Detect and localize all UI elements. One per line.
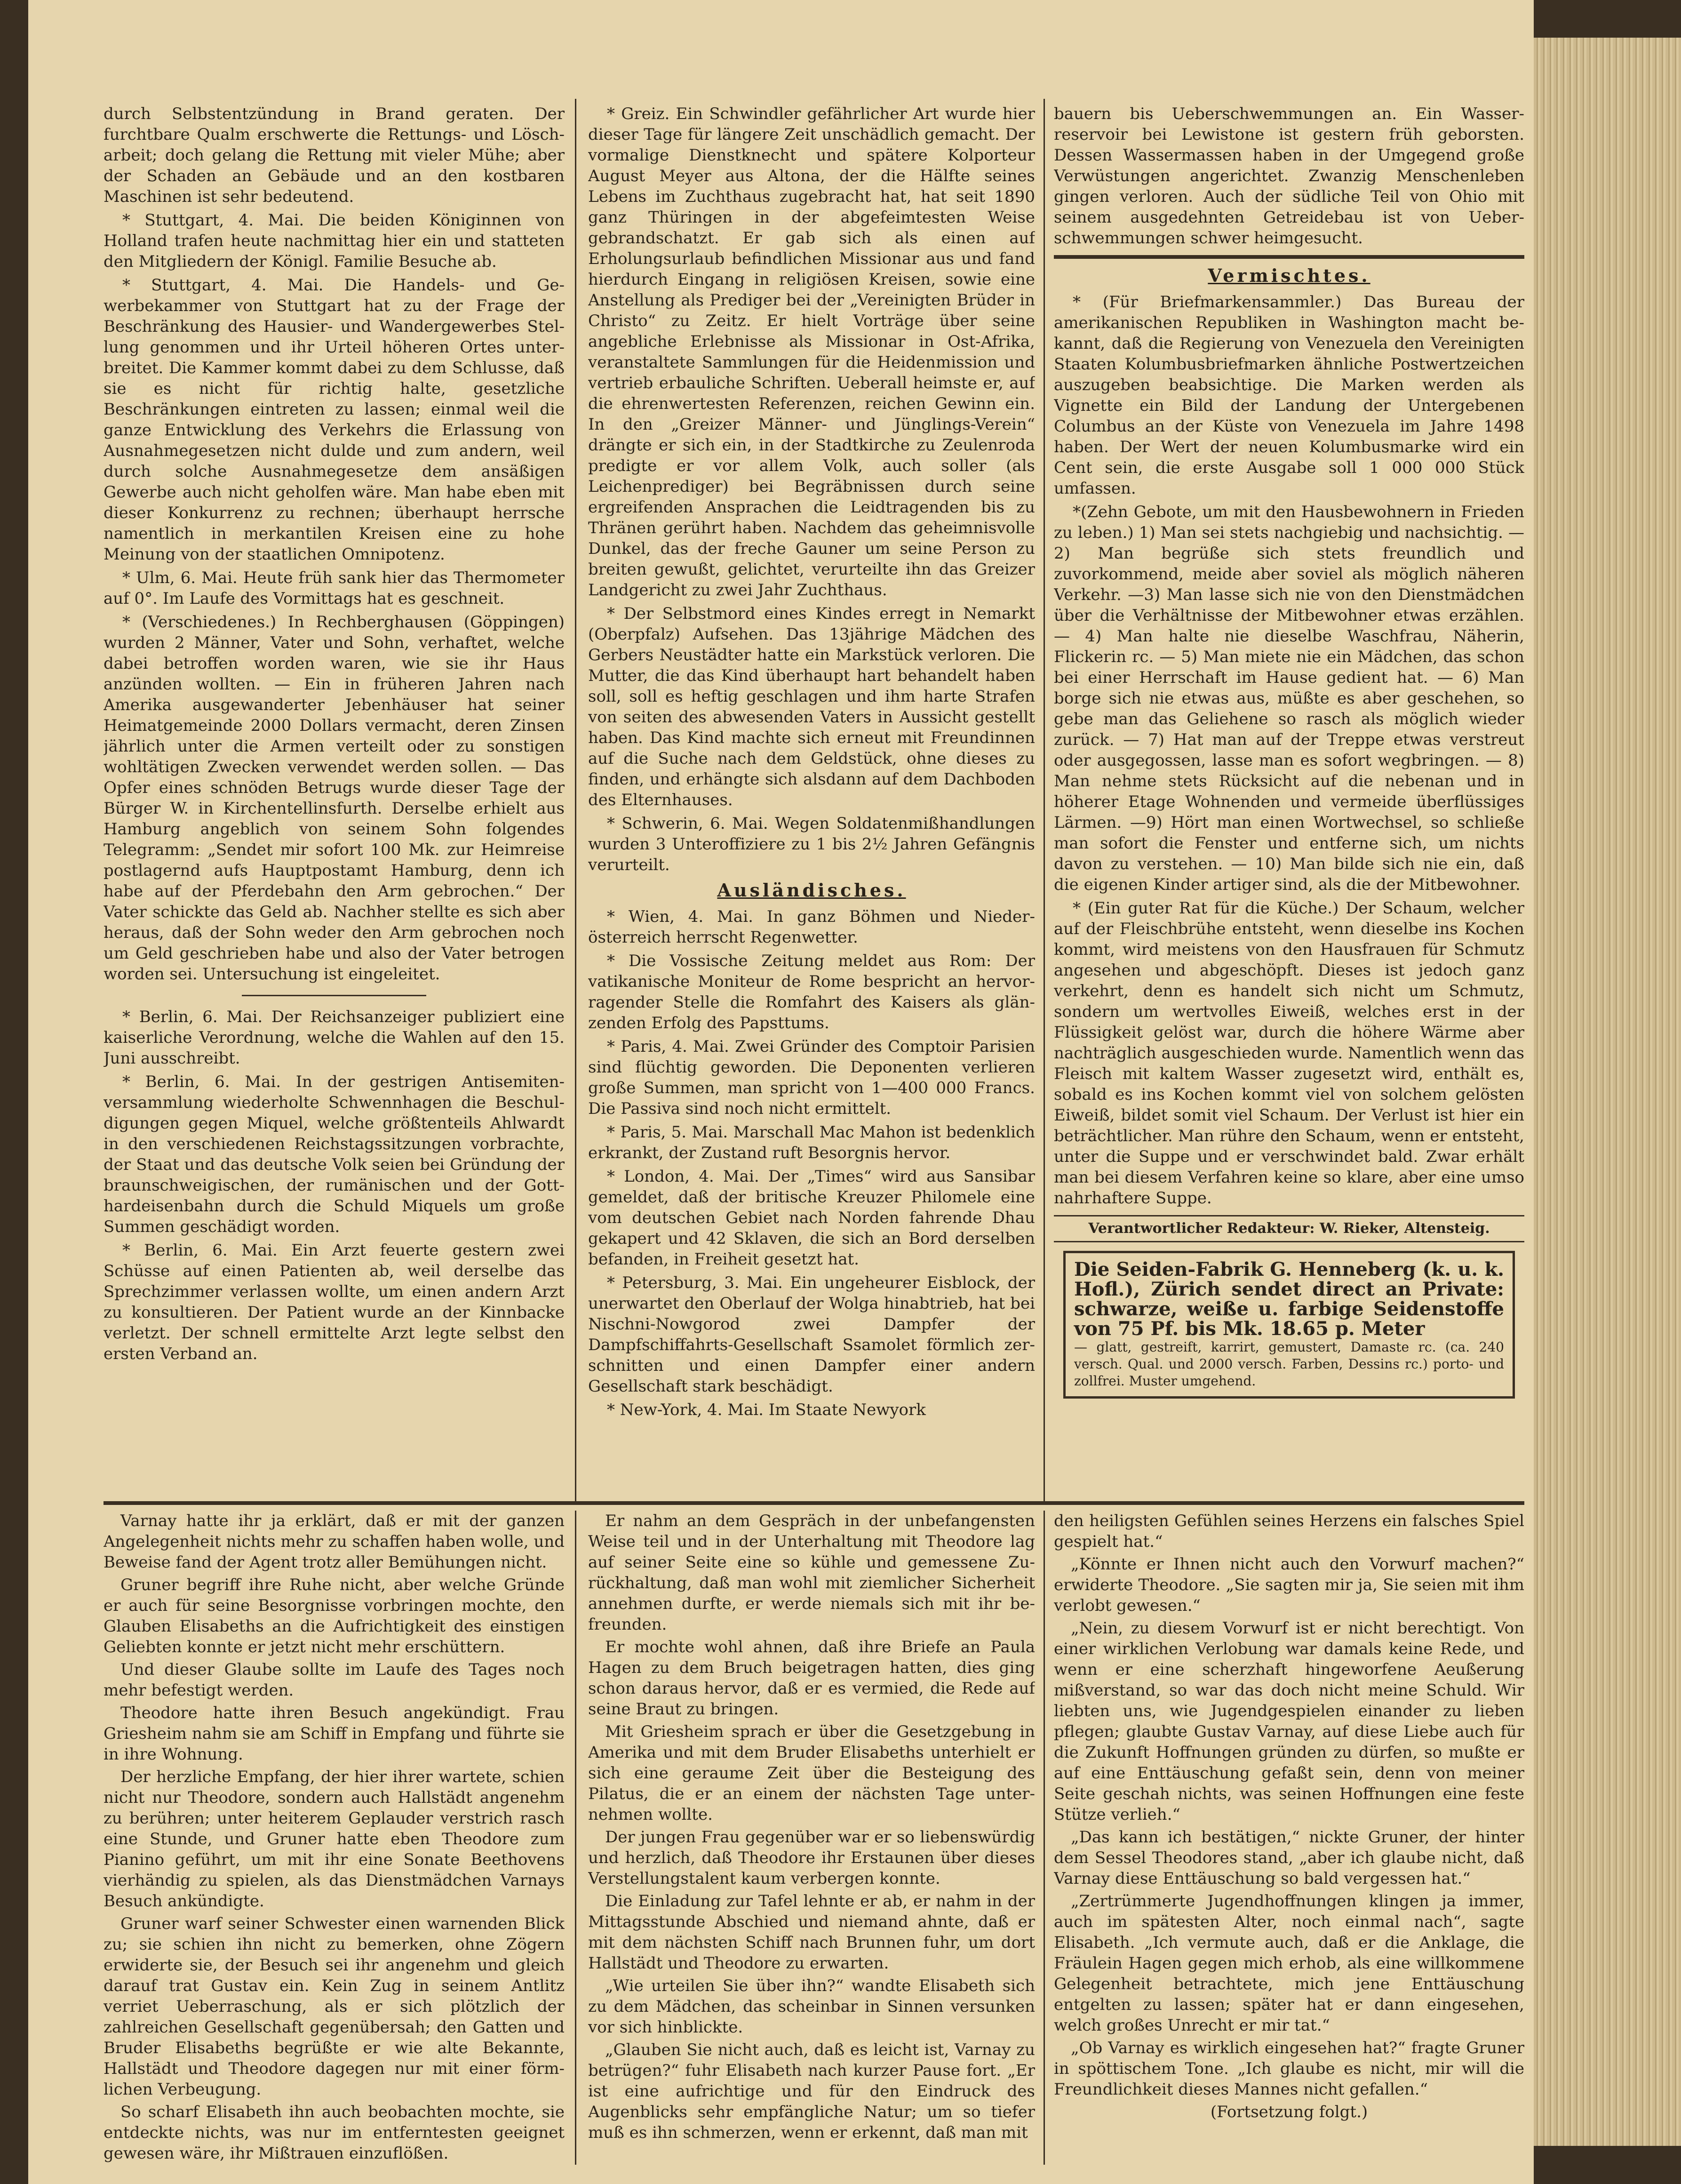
article-paragraph: bauern bis Ueberschwemmungen an. Ein Wasserreservoir bei Lewistone ist gestern früh geborsten. Dessen Wassermassen haben in der Umgegend große Verwüstungen angerichtet. Zwanzig Menschenleben gingen verloren. Auch der südliche Teil von Ohio mit seinem ausgedehnten Getreidebau ist von Ueberschwemmungen schwer heimgesucht. xyxy=(1054,104,1524,248)
column-1 xyxy=(104,104,565,1496)
article-paragraph: * London, 4. Mai. Der „Times“ wird aus Sansibar gemeldet, daß der britische Kreuzer Philomele eine vom deutschen Gebiet nach Norden fahrende Dhau gekapert und 42 Sklaven, die sich an Bord derselben befanden, in Freiheit gesetzt hat. xyxy=(588,1167,1035,1269)
feuilleton-column-2 xyxy=(588,1511,1035,2169)
story-paragraph: Der jungen Frau gegenüber war er so liebenswürdig und herzlich, daß Theodore ihr Erstaunen über dieses Verstellungstalent kaum verbergen konnte. xyxy=(588,1828,1035,1888)
advertisement-box xyxy=(1063,1251,1515,1399)
story-paragraph: „Das kann ich bestätigen,“ nickte Gruner, der hinter dem Sessel Theodores stand, „aber ich glaube nicht, daß Varnay diese Enttäuschung so bald vergessen hat.“ xyxy=(1054,1828,1524,1888)
advertisement-headline: Die Seiden-Fabrik G. Henneberg (k. u. k. Hofl.), Zürich sendet direct an Private: schwarze, weiße u. farbige Seidenstoffe von 75 Pf. bis Mk. 18.65 p. Meter xyxy=(1074,1258,1504,1340)
section-heading-auslaendisches: Ausländisches. xyxy=(717,880,906,901)
story-paragraph: „Zertrümmerte Jugendhoffnungen klingen ja immer, auch im spätesten Alter, noch einmal nach“, sagte Elisabeth. „Ich vermute auch, daß er die Anklage, die Fräulein Hagen gegen mich erhob, als eine willkommene Gelegenheit betrachtete, mich jene Enttäuschung entgelten zu lassen; später hat er dann eingesehen, welch großes Unrecht er mir tat.“ xyxy=(1054,1892,1524,2035)
story-paragraph: Gruner begriff ihre Ruhe nicht, aber welche Gründe er auch für seine Besorgnisse vorbringen mochte, den Glauben Elisabeths an die Aufrichtigkeit des einstigen Geliebten konnte er jetzt nicht mehr erschüttern. xyxy=(104,1576,565,1656)
article-paragraph: * (Ein guter Rat für die Küche.) Der Schaum, welcher auf der Fleischbrühe entsteht, wenn dieselbe ins Kochen kommt, wird meistens von den Hausfrauen für Schmutz angesehen und abgeschöpft. Dieses ist jedoch ganz verkehrt, denn es handelt sich nicht um Schmutz, sondern um wertvolles Eiweiß, welches erst in der Flüssigkeit gelöst war, durch die höhere Wärme aber nachträglich ausgeschieden wurde. Namentlich wenn das Fleisch mit kaltem Wasser zugesetzt wird, enthält es, sobald es ins Kochen kommt viel von solchem gelösten Eiweiß, bildet somit viel Schaum. Der Verlust ist hier ein beträchtlicher. Man rühre den Schaum, wenn er entsteht, unter die Suppe und er verschwindet bald. Zwar erhält man bei diesem Verfahren keine so klare, aber eine umso nahrhaftere Suppe. xyxy=(1054,899,1524,1208)
editor-imprint: Verantwortlicher Redakteur: W. Rieker, Altensteig. xyxy=(1054,1215,1524,1242)
story-paragraph: „Nein, zu diesem Vorwurf ist er nicht berechtigt. Von einer wirklichen Verlobung war damals keine Rede, und wenn er eine scherzhaft hingeworfene Aeußerung mißverstand, so war das doch nicht meine Schuld. Wir liebten uns, wie Jugendgespielen einander zu lieben pflegen; glaubte Gustav Varnay, auf diese Liebe auch für die Zukunft Hoffnungen gründen zu dürfen, so mußte er auf eine Enttäuschung gefaßt sein, denn von meiner Seite geschah nichts, was seinen Hoffnungen eine feste Stütze verlieh.“ xyxy=(1054,1619,1524,1824)
article-paragraph: * Paris, 4. Mai. Zwei Gründer des Comptoir Parisien sind flüchtig geworden. Die Deponenten verlieren große Summen, man spricht von 1—400 000 Francs. Die Passiva sind noch nicht ermittelt. xyxy=(588,1037,1035,1118)
article-paragraph: *(Zehn Gebote, um mit den Hausbewohnern in Frieden zu leben.) 1) Man sei stets nachgiebig und nachsichtig. — 2) Man begrüße sich stets freundlich und zuvorkommend, meide aber soviel als möglich näheren Verkehr. —3) Man lasse sich nie von den Dienstmädchen über die Verhältnisse der Mitbewohner etwas erzählen. — 4) Man halte nie dieselbe Waschfrau, Näherin, Flickerin rc. — 5) Man miete nie ein Mädchen, das schon bei einer Herrschaft im Hause gedient hat. — 6) Man borge sich nie etwas aus, müßte es aber geschehen, so gebe man das Geliehene so rasch als möglich wieder zurück. — 7) Hat man auf der Treppe etwas verstreut oder ausgegossen, lasse man es sofort wegbringen. — 8) Man nehme stets Rücksicht auf die nebenan und in höherer Etage Wohnenden und vermeide überflüssiges Lärmen. —9) Hört man einen Wortwechsel, so schließe man sofort die Fenster und entferne sich, um nichts davon zu verstehen. — 10) Man bilde sich nie ein, daß die eigenen Kinder artiger sind, als die der Mitbewohner. xyxy=(1054,503,1524,894)
section-rule xyxy=(1054,255,1524,259)
story-paragraph: den heiligsten Gefühlen seines Herzens ein falsches Spiel gespielt hat.“ xyxy=(1054,1512,1524,1551)
story-paragraph: „Wie urteilen Sie über ihn?“ wandte Elisabeth sich zu dem Mädchen, das scheinbar in Sinnen versunken vor sich hinblickte. xyxy=(588,1976,1035,2037)
story-paragraph: Varnay hatte ihr ja erklärt, daß er mit der ganzen Angelegenheit nichts mehr zu schaffen haben wolle, und Beweise fand der Agent trotz aller Bemühungen nicht. xyxy=(104,1512,565,1572)
story-paragraph: So scharf Elisabeth ihn auch beobachten mochte, sie entdeckte nichts, was nur im entferntesten geeignet gewesen wäre, ihr Mißtrauen einzuflößen. xyxy=(104,2103,565,2163)
article-paragraph: * (Für Briefmarkensammler.) Das Bureau der amerikanischen Republiken in Washington macht bekannt, daß die Regierung von Venezuela den Vereinigten Staaten Kolumbusbriefmarken ähnliche Postwertzeichen auszugeben beabsichtige. Die Marken werden als Vignette ein Bild der Landung der Untergebenen Columbus an der Küste von Venezuela im Jahre 1498 haben. Der Wert der neuen Kolumbusmarke wird ein Cent sein, die erste Ausgabe soll 1 000 000 Stück umfassen. xyxy=(1054,293,1524,498)
article-paragraph: * Ulm, 6. Mai. Heute früh sank hier das Thermometer auf 0°. Im Laufe des Vormittags hat es geschneit. xyxy=(104,568,565,608)
story-paragraph: Er nahm an dem Gespräch in der unbefangensten Weise teil und in der Unterhaltung mit Theodore lag auf seiner Seite eine so kühle und gemessene Zurückhaltung, daß man wohl mit ziemlicher Sicherheit annehmen durfte, er werde niemals sich mit ihr befreunden. xyxy=(588,1512,1035,1634)
article-paragraph: * Greiz. Ein Schwindler gefährlicher Art wurde hier dieser Tage für längere Zeit unschädlich gemacht. Der vormalige Dienstknecht und spätere Kolporteur August Meyer aus Altona, der die Hälfte seines Lebens im Zuchthaus zugebracht hat, hat seit 1890 ganz Thüringen in der abgefeimtesten Weise gebrandschatzt. Er gab sich als einen auf Erholungsurlaub befindlichen Missionar aus und fand hierdurch Eingang in religiösen Kreisen, sowie eine Anstellung als Prediger bei der „Vereinigten Brüder in Christo“ zu Zeitz. Er hielt Vorträge über seine angebliche Erlebnisse als Missionar in Ost-Afrika, veranstaltete Sammlungen für die Heidenmission und vertrieb erbauliche Schriften. Ueberall heimste er, auf die ehrenwertesten Referenzen, reichen Gewinn ein. In den „Greizer Männer- und Jünglings-Verein“ drängte er sich ein, in der Stadtkirche zu Zeulenroda predigte er vor allem Volk, auch soller (als Leichenprediger) bei Begräbnissen durch seine ergreifenden Ansprachen die Leidtragenden bis zu Thränen gerührt haben. Nachdem das geheimnisvolle Dunkel, das der freche Gauner um seine Person zu breiten gewußt, gelichtet, verurteilte ihn das Greizer Landgericht zu zwei Jahr Zuchthaus. xyxy=(588,104,1035,600)
article-paragraph: * Berlin, 6. Mai. Ein Arzt feuerte gestern zwei Schüsse auf einen Patienten ab, weil derselbe das Sprechzimmer verlassen wollte, um einen andern Arzt zu konsultieren. Der Patient wurde an der Kinnbacke verletzt. Der schnell ermittelte Arzt legte selbst den ersten Verband an. xyxy=(104,1241,565,1363)
column-2 xyxy=(588,104,1035,1515)
column-3 xyxy=(1054,104,1524,1412)
article-paragraph: * Petersburg, 3. Mai. Ein ungeheurer Eisblock, der unerwartet den Oberlauf der Wolga hinabtrieb, hat bei Nischni-Nowgorod zwei Dampfer der Dampfschiffahrts-Gesellschaft Ssamolet förmlich zerschnitten und einen Dampfer einer andern Gesellschaft stark beschädigt. xyxy=(588,1273,1035,1396)
feuilleton-column-3 xyxy=(1054,1511,1524,2169)
feuilleton-column-1 xyxy=(104,1511,565,2169)
story-paragraph: Der herzliche Empfang, der hier ihrer wartete, schien nicht nur Theodore, sondern auch Hallstädt angenehm zu berühren; unter heiterem Geplauder verstrich rasch eine Stunde, und Gruner hatte eben Theodore zum Pianino geführt, um mit ihr eine Sonate Beethovens vierhändig zu spielen, als das Dienstmädchen Varnays Besuch ankündigte. xyxy=(104,1768,565,1911)
story-paragraph: Er mochte wohl ahnen, daß ihre Briefe an Paula Hagen zu dem Bruch beigetragen hatten, dies ging schon daraus hervor, daß er es vermied, die Rede auf seine Braut zu bringen. xyxy=(588,1638,1035,1719)
section-heading-vermischtes: Vermischtes. xyxy=(1208,265,1370,286)
article-paragraph: * Wien, 4. Mai. In ganz Böhmen und Niederösterreich herrscht Regenwetter. xyxy=(588,907,1035,947)
separator-rule xyxy=(242,995,426,996)
article-paragraph: * Schwerin, 6. Mai. Wegen Soldatenmißhandlungen wurden 3 Unteroffiziere zu 1 bis 2½ Jahren Gefängnis verurteilt. xyxy=(588,814,1035,874)
column-divider xyxy=(1044,1511,1045,2165)
article-paragraph: * Berlin, 6. Mai. Der Reichsanzeiger publiziert eine kaiserliche Verordnung, welche die Wahlen auf den 15. Juni ausschreibt. xyxy=(104,1008,565,1068)
story-paragraph: Und dieser Glaube sollte im Laufe des Tages noch mehr befestigt werden. xyxy=(104,1660,565,1700)
article-paragraph: * (Verschiedenes.) In Rechberghausen (Göppingen) wurden 2 Männer, Vater und Sohn, verhaftet, welche dabei betroffen worden waren, wie sie ihr Haus anzünden wollten. — Ein in früheren Jahren nach Amerika ausgewanderter Jebenhäuser hat seiner Heimatgemeinde 2000 Dollars vermacht, deren Zinsen jährlich unter die Armen verteilt oder zu sonstigen wohltätigen Zwecken verwendet werden sollen. — Das Opfer eines schnöden Betrugs wurde dieser Tage der Bürger W. in Kirchentellinsfurth. Derselbe erhielt aus Hamburg angeblich von seinem Sohn folgendes Telegramm: „Sendet mir sofort 100 Mk. zur Heimreise postlagernd aufs Hauptpostamt Hamburg, denn ich habe auf der Pferdebahn den Arm gebrochen.“ Der Vater schickte das Geld ab. Nachher stellte es sich aber heraus, daß der Sohn weder den Arm gebrochen noch um Geld geschrieben habe und also der Vater betrogen worden sei. Untersuchung ist eingeleitet. xyxy=(104,613,565,984)
article-paragraph: * Der Selbstmord eines Kindes erregt in Nemarkt (Oberpfalz) Aufsehen. Das 13jährige Mädchen des Gerbers Neustädter hatte ein Markstück verloren. Die Mutter, die das Kind überhaupt hart behandelt haben soll, soll es heftig geschlagen und ihm harte Strafen von seiten des abwesenden Vaters in Aussicht gestellt haben. Das Kind machte sich erneut mit Freundinnen auf die Suche nach dem Geldstück, ohne dieses zu finden, und erhängte sich alsdann auf dem Dachboden des Elternhauses. xyxy=(588,604,1035,809)
newspaper-page xyxy=(28,0,1534,2184)
feuilleton-rule xyxy=(104,1501,1524,1505)
story-paragraph: „Könnte er Ihnen nicht auch den Vorwurf machen?“ erwiderte Theodore. „Sie sagten mir ja, Sie seien mit ihm verlobt gewesen.“ xyxy=(1054,1555,1524,1615)
story-paragraph: Theodore hatte ihren Besuch angekündigt. Frau Griesheim nahm sie am Schiff in Empfang und führte sie in ihre Wohnung. xyxy=(104,1704,565,1764)
article-paragraph: * Stuttgart, 4. Mai. Die beiden Königinnen von Holland trafen heute nachmittag hier ein und statteten den Mitgliedern der Königl. Familie Besuche ab. xyxy=(104,211,565,271)
column-divider xyxy=(575,1511,576,2165)
column-divider xyxy=(575,99,576,1501)
article-paragraph: * Die Vossische Zeitung meldet aus Rom: Der vatikanische Moniteur de Rome bespricht an hervorragender Stelle die Romfahrt des Kaisers als glänzenden Erfolg des Papsttums. xyxy=(588,952,1035,1032)
story-paragraph: „Glauben Sie nicht auch, daß es leicht ist, Varnay zu betrügen?“ fuhr Elisabeth nach kurzer Pause fort. „Er ist eine aufrichtige und für den Eindruck des Augenblicks sehr empfängliche Natur; um so tiefer muß es ihn schmerzen, wenn er erkennt, daß man mit xyxy=(588,2040,1035,2142)
article-paragraph: * Berlin, 6. Mai. In der gestrigen Antisemitenversammlung wiederholte Schwennhagen die Beschuldigungen gegen Miquel, welche größtenteils Ahlwardt in den verschiedenen Reichstagssitzungen vorbrachte, der Staat und das deutsche Volk seien bei Gründung der braunschweigischen, der rumänischen und der Gotthardeisenbahn durch die Schuld Miquels um große Summen geschädigt worden. xyxy=(104,1072,565,1236)
story-paragraph: Mit Griesheim sprach er über die Gesetzgebung in Amerika und mit dem Bruder Elisabeths unterhielt er sich eine geraume Zeit über die Besteigung des Pilatus, die er an einem der nächsten Tage unternehmen wollte. xyxy=(588,1722,1035,1824)
story-paragraph: „Ob Varnay es wirklich eingesehen hat?“ fragte Gruner in spöttischem Tone. „Ich glaube es nicht, mir will die Freundlichkeit dieses Mannes nicht gefallen.“ xyxy=(1054,2039,1524,2099)
book-page-edges xyxy=(1534,38,1681,2146)
continued-note: (Fortsetzung folgt.) xyxy=(1210,2103,1368,2121)
article-paragraph: * Paris, 5. Mai. Marschall Mac Mahon ist bedenklich erkrankt, der Zustand ruft Besorgnis hervor. xyxy=(588,1123,1035,1162)
article-paragraph: * Stuttgart, 4. Mai. Die Handels- und Gewerbekammer von Stuttgart hat zu der Frage der Beschränkung des Hausier- und Wandergewerbes Stellung genommen und ihr Urteil höheren Ortes unterbreitet. Die Kammer kommt dabei zu dem Schlusse, daß sie es nicht für richtig halte, gesetzliche Beschränkungen eintreten zu lassen; einmal weil die ganze Entwicklung des Verkehrs die Erlassung von Ausnahmegesetzen nicht dulde und zum andern, weil durch solche Ausnahmegesetze dem ansäßigen Gewerbe auch nicht geholfen wäre. Man habe eben mit dieser Konkurrenz zu rechnen; überhaupt herrsche namentlich in merkantilen Kreisen eine zu hohe Meinung von der staatlichen Omnipotenz. xyxy=(104,276,565,564)
advertisement-details: — glatt, gestreift, karrirt, gemustert, Damaste rc. (ca. 240 versch. Qual. und 2000 versch. Farben, Dessins rc.) porto- und zollfrei. Muster umgehend. xyxy=(1074,1339,1504,1389)
article-paragraph: * New-York, 4. Mai. Im Staate Newyork xyxy=(607,1400,926,1419)
story-paragraph: Gruner warf seiner Schwester einen warnenden Blick zu; sie schien ihn nicht zu bemerken, ohne Zögern erwiderte sie, der Besuch sei ihr angenehm und gleich darauf trat Gustav ein. Kein Zug in seinem Antlitz verriet Ueberraschung, als er sich plötzlich der zahlreichen Gesellschaft gegenübersah; den Gatten und Bruder Elisabeths begrüßte er wie alte Bekannte, Hallstädt und Theodore dagegen nur mit einer förmlichen Verbeugung. xyxy=(104,1914,565,2099)
story-paragraph: Die Einladung zur Tafel lehnte er ab, er nahm in der Mittagsstunde Abschied und niemand ahnte, daß er mit dem nächsten Schiff nach Brunnen fuhr, um dort Hallstädt und Theodore zu erwarten. xyxy=(588,1892,1035,1973)
article-paragraph: durch Selbstentzündung in Brand geraten. Der furchtbare Qualm erschwerte die Rettungs- und Löscharbeit; doch gelang die Rettung mit vieler Mühe; aber der Schaden an Gebäude und an den kostbaren Maschinen ist sehr bedeutend. xyxy=(104,104,565,206)
column-divider xyxy=(1044,99,1045,1501)
